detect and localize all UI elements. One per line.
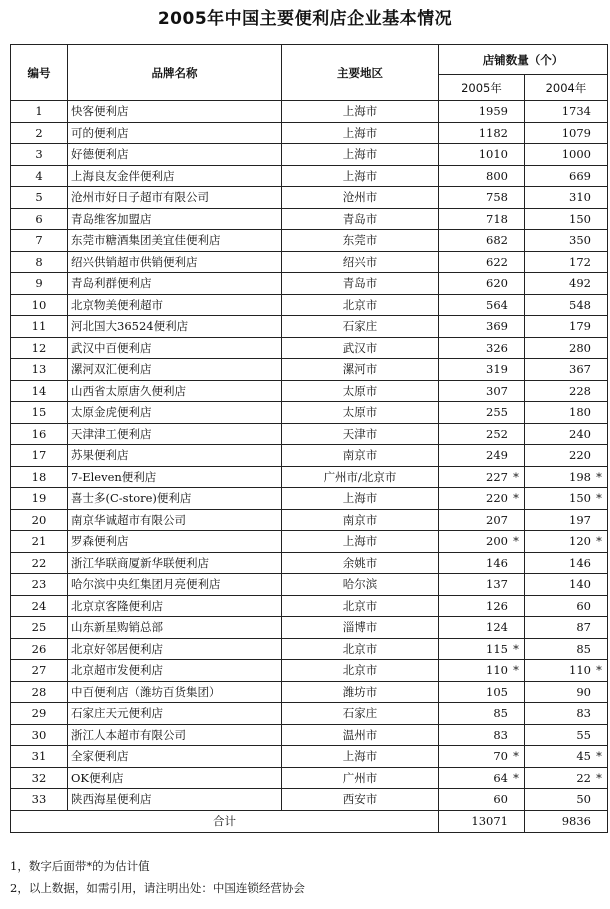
row-stores-2005 xyxy=(439,423,525,445)
row-id: 19 xyxy=(11,488,68,510)
row-region: 余姚市 xyxy=(282,552,439,574)
row-brand: 南京华诚超市有限公司 xyxy=(68,509,282,531)
row-stores-2005 xyxy=(439,724,525,746)
row-brand: 河北国大36524便利店 xyxy=(68,316,282,338)
row-id: 25 xyxy=(11,617,68,639)
row-region: 石家庄 xyxy=(282,316,439,338)
row-stores-2005 xyxy=(439,208,525,230)
row-stores-2004 xyxy=(525,380,608,402)
row-stores-2005-value: 249 xyxy=(486,448,508,463)
header-2004: 2004年 xyxy=(525,75,608,101)
row-brand: OK便利店 xyxy=(68,767,282,789)
row-stores-2005 xyxy=(439,316,525,338)
row-stores-2004 xyxy=(525,165,608,187)
row-stores-2004 xyxy=(525,423,608,445)
table-row xyxy=(11,574,608,596)
row-region: 上海市 xyxy=(282,101,439,123)
row-id: 4 xyxy=(11,165,68,187)
row-stores-2005 xyxy=(439,595,525,617)
row-region: 西安市 xyxy=(282,789,439,811)
row-stores-2004 xyxy=(525,251,608,273)
row-stores-2004-value: 669 xyxy=(569,168,591,183)
row-brand: 上海良友金伴便利店 xyxy=(68,165,282,187)
row-id: 1 xyxy=(11,101,68,123)
row-stores-2004 xyxy=(525,531,608,553)
row-stores-2005 xyxy=(439,660,525,682)
row-id: 26 xyxy=(11,638,68,660)
table-row xyxy=(11,251,608,273)
row-stores-2004-value: 120 xyxy=(569,534,591,549)
table-row xyxy=(11,552,608,574)
table-row xyxy=(11,165,608,187)
row-id: 30 xyxy=(11,724,68,746)
table-row xyxy=(11,294,608,316)
row-brand: 山西省太原唐久便利店 xyxy=(68,380,282,402)
row-brand: 北京京客隆便利店 xyxy=(68,595,282,617)
row-region: 武汉市 xyxy=(282,337,439,359)
row-stores-2005 xyxy=(439,617,525,639)
table-row xyxy=(11,402,608,424)
row-stores-2004 xyxy=(525,595,608,617)
estimate-mark: * xyxy=(513,770,519,785)
footnote-1: 1，数字后面带*的为估计值 xyxy=(10,859,150,873)
footnotes xyxy=(10,855,305,899)
row-brand: 青岛利群便利店 xyxy=(68,273,282,295)
row-brand: 快客便利店 xyxy=(68,101,282,123)
estimate-mark: * xyxy=(513,491,519,505)
row-id: 7 xyxy=(11,230,68,252)
row-stores-2004 xyxy=(525,316,608,338)
row-stores-2005-value: 800 xyxy=(486,168,508,183)
estimate-mark: * xyxy=(596,469,602,484)
row-id: 2 xyxy=(11,122,68,144)
total-2004-value: 9836 xyxy=(561,814,591,828)
row-stores-2004 xyxy=(525,724,608,746)
row-brand: 石家庄天元便利店 xyxy=(68,703,282,725)
row-stores-2004 xyxy=(525,789,608,811)
row-stores-2004 xyxy=(525,509,608,531)
page-title: 2005年中国主要便利店企业基本情况 xyxy=(157,9,453,29)
total-row xyxy=(11,810,608,832)
row-brand: 陕西海星便利店 xyxy=(68,789,282,811)
row-stores-2004 xyxy=(525,552,608,574)
row-stores-2005 xyxy=(439,359,525,381)
row-stores-2005-value: 146 xyxy=(486,555,508,570)
row-stores-2004 xyxy=(525,230,608,252)
row-stores-2004 xyxy=(525,294,608,316)
row-stores-2004 xyxy=(525,273,608,295)
row-stores-2004-value: 172 xyxy=(569,254,591,269)
row-brand: 浙江人本超市有限公司 xyxy=(68,724,282,746)
row-stores-2004 xyxy=(525,101,608,123)
row-id: 13 xyxy=(11,359,68,381)
row-stores-2005-value: 307 xyxy=(486,383,508,398)
row-region: 绍兴市 xyxy=(282,251,439,273)
row-brand: 青岛维客加盟店 xyxy=(68,208,282,230)
table-row xyxy=(11,187,608,209)
row-stores-2004 xyxy=(525,122,608,144)
row-stores-2005 xyxy=(439,488,525,510)
estimate-mark: * xyxy=(513,469,519,484)
header-2005: 2005年 xyxy=(439,75,525,101)
row-id: 9 xyxy=(11,273,68,295)
table-row xyxy=(11,595,608,617)
row-id: 16 xyxy=(11,423,68,445)
estimate-mark: * xyxy=(513,749,519,763)
row-stores-2005-value: 85 xyxy=(493,706,508,721)
row-brand: 苏果便利店 xyxy=(68,445,282,467)
row-stores-2004 xyxy=(525,767,608,789)
row-region: 温州市 xyxy=(282,724,439,746)
row-id: 17 xyxy=(11,445,68,467)
header-id: 编号 xyxy=(11,45,68,101)
row-stores-2005-value: 110 xyxy=(486,663,508,678)
estimate-mark: * xyxy=(596,749,602,763)
row-stores-2005-value: 137 xyxy=(486,577,508,592)
row-region: 上海市 xyxy=(282,122,439,144)
stores-table xyxy=(10,44,608,833)
row-stores-2004-value: 45 xyxy=(576,749,591,764)
row-brand: 山东新星购销总部 xyxy=(68,617,282,639)
row-stores-2005-value: 326 xyxy=(486,340,508,355)
row-stores-2004-value: 367 xyxy=(569,362,591,377)
row-stores-2005-value: 255 xyxy=(486,405,508,420)
table-row xyxy=(11,660,608,682)
row-stores-2004 xyxy=(525,660,608,682)
row-id: 12 xyxy=(11,337,68,359)
row-stores-2005-value: 369 xyxy=(486,319,508,334)
row-stores-2004-value: 350 xyxy=(569,233,591,248)
row-stores-2004-value: 50 xyxy=(576,792,591,807)
row-stores-2004 xyxy=(525,574,608,596)
row-stores-2004 xyxy=(525,638,608,660)
row-id: 21 xyxy=(11,531,68,553)
row-stores-2005-value: 105 xyxy=(486,684,508,699)
row-region: 上海市 xyxy=(282,488,439,510)
row-stores-2005-value: 124 xyxy=(486,620,508,635)
row-stores-2005 xyxy=(439,789,525,811)
row-id: 20 xyxy=(11,509,68,531)
row-brand: 中百便利店（潍坊百货集团） xyxy=(68,681,282,703)
row-stores-2005-value: 115 xyxy=(486,641,508,656)
row-region: 南京市 xyxy=(282,509,439,531)
estimate-mark: * xyxy=(596,770,602,785)
total-2005 xyxy=(439,810,525,832)
row-brand: 北京物美便利超市 xyxy=(68,294,282,316)
row-stores-2004-value: 85 xyxy=(576,641,591,656)
row-region: 潍坊市 xyxy=(282,681,439,703)
row-stores-2005 xyxy=(439,574,525,596)
row-stores-2004-value: 87 xyxy=(576,620,591,635)
row-stores-2004-value: 198 xyxy=(569,469,591,484)
row-id: 29 xyxy=(11,703,68,725)
row-stores-2004-value: 140 xyxy=(569,577,591,592)
table-row xyxy=(11,208,608,230)
row-stores-2004-value: 146 xyxy=(569,555,591,570)
row-stores-2004-value: 55 xyxy=(576,727,591,742)
row-id: 14 xyxy=(11,380,68,402)
row-stores-2005-value: 70 xyxy=(493,749,508,764)
row-stores-2005-value: 126 xyxy=(486,598,508,613)
row-stores-2004 xyxy=(525,402,608,424)
table-row xyxy=(11,423,608,445)
row-stores-2004-value: 90 xyxy=(576,684,591,699)
header-stores: 店铺数量（个） xyxy=(439,45,608,75)
row-stores-2005 xyxy=(439,337,525,359)
row-stores-2004-value: 240 xyxy=(569,426,591,441)
row-stores-2004 xyxy=(525,466,608,488)
row-stores-2005-value: 620 xyxy=(486,276,508,291)
row-stores-2005 xyxy=(439,767,525,789)
row-brand: 可的便利店 xyxy=(68,122,282,144)
table-row xyxy=(11,122,608,144)
row-stores-2004 xyxy=(525,681,608,703)
row-region: 东莞市 xyxy=(282,230,439,252)
total-label: 合计 xyxy=(11,810,439,832)
row-region: 淄博市 xyxy=(282,617,439,639)
row-stores-2005-value: 83 xyxy=(493,727,508,742)
row-id: 15 xyxy=(11,402,68,424)
row-stores-2004-value: 310 xyxy=(569,190,591,205)
row-region: 北京市 xyxy=(282,294,439,316)
table-row xyxy=(11,466,608,488)
row-stores-2004-value: 1079 xyxy=(561,125,591,140)
estimate-mark: * xyxy=(596,491,602,505)
row-stores-2005-value: 319 xyxy=(486,362,508,377)
row-region: 广州市/北京市 xyxy=(282,466,439,488)
row-id: 33 xyxy=(11,789,68,811)
row-stores-2004-value: 1734 xyxy=(561,104,591,119)
row-stores-2004-value: 110 xyxy=(569,663,591,678)
header-region: 主要地区 xyxy=(282,45,439,101)
row-stores-2005 xyxy=(439,445,525,467)
table-row xyxy=(11,789,608,811)
row-stores-2005-value: 622 xyxy=(486,254,508,269)
row-stores-2005 xyxy=(439,746,525,768)
row-stores-2004 xyxy=(525,445,608,467)
row-stores-2004-value: 280 xyxy=(569,340,591,355)
row-stores-2005 xyxy=(439,466,525,488)
row-stores-2004 xyxy=(525,208,608,230)
row-brand: 北京好邻居便利店 xyxy=(68,638,282,660)
row-stores-2005 xyxy=(439,380,525,402)
row-stores-2004-value: 1000 xyxy=(561,147,591,162)
row-brand: 天津津工便利店 xyxy=(68,423,282,445)
row-region: 沧州市 xyxy=(282,187,439,209)
row-id: 28 xyxy=(11,681,68,703)
row-region: 上海市 xyxy=(282,746,439,768)
row-stores-2004 xyxy=(525,488,608,510)
footnote-2: 2，以上数据，如需引用，请注明出处：中国连锁经营协会 xyxy=(10,881,305,895)
table-row xyxy=(11,617,608,639)
row-stores-2005 xyxy=(439,230,525,252)
row-stores-2004-value: 548 xyxy=(569,297,591,312)
row-stores-2004-value: 492 xyxy=(569,276,591,291)
row-brand: 好德便利店 xyxy=(68,144,282,166)
row-stores-2005 xyxy=(439,638,525,660)
row-stores-2004-value: 150 xyxy=(569,491,591,506)
row-stores-2004 xyxy=(525,746,608,768)
row-id: 8 xyxy=(11,251,68,273)
row-brand: 武汉中百便利店 xyxy=(68,337,282,359)
row-stores-2005-value: 60 xyxy=(493,792,508,807)
table-row xyxy=(11,144,608,166)
table-row xyxy=(11,337,608,359)
row-stores-2004 xyxy=(525,617,608,639)
row-region: 北京市 xyxy=(282,660,439,682)
row-stores-2004-value: 197 xyxy=(569,512,591,527)
table-row xyxy=(11,746,608,768)
row-stores-2005-value: 682 xyxy=(486,233,508,248)
row-id: 6 xyxy=(11,208,68,230)
row-id: 5 xyxy=(11,187,68,209)
row-stores-2004 xyxy=(525,337,608,359)
row-id: 24 xyxy=(11,595,68,617)
row-region: 北京市 xyxy=(282,595,439,617)
row-stores-2005 xyxy=(439,101,525,123)
row-stores-2005-value: 1010 xyxy=(478,147,508,162)
row-stores-2004-value: 179 xyxy=(569,319,591,334)
estimate-mark: * xyxy=(513,663,519,677)
row-stores-2004-value: 150 xyxy=(569,211,591,226)
row-stores-2005 xyxy=(439,681,525,703)
row-id: 10 xyxy=(11,294,68,316)
table-row xyxy=(11,767,608,789)
row-stores-2005 xyxy=(439,509,525,531)
row-brand: 沧州市好日子超市有限公司 xyxy=(68,187,282,209)
row-stores-2005-value: 252 xyxy=(486,426,508,441)
total-2005-value: 13071 xyxy=(471,814,508,828)
row-region: 广州市 xyxy=(282,767,439,789)
row-stores-2005-value: 1182 xyxy=(478,125,508,140)
row-stores-2005 xyxy=(439,165,525,187)
row-id: 27 xyxy=(11,660,68,682)
row-stores-2004 xyxy=(525,144,608,166)
row-id: 32 xyxy=(11,767,68,789)
row-stores-2004 xyxy=(525,359,608,381)
header-brand: 品牌名称 xyxy=(68,45,282,101)
row-stores-2004-value: 83 xyxy=(576,706,591,721)
row-stores-2005 xyxy=(439,531,525,553)
row-stores-2005-value: 758 xyxy=(486,190,508,205)
row-brand: 哈尔滨中央红集团月亮便利店 xyxy=(68,574,282,596)
row-stores-2005 xyxy=(439,294,525,316)
row-stores-2005-value: 1959 xyxy=(478,104,508,119)
row-stores-2005-value: 564 xyxy=(486,297,508,312)
row-stores-2004 xyxy=(525,187,608,209)
row-region: 上海市 xyxy=(282,144,439,166)
row-brand: 全家便利店 xyxy=(68,746,282,768)
row-brand: 东莞市糖酒集团美宜佳便利店 xyxy=(68,230,282,252)
row-brand: 北京超市发便利店 xyxy=(68,660,282,682)
row-region: 青岛市 xyxy=(282,273,439,295)
estimate-mark: * xyxy=(513,534,519,548)
estimate-mark: * xyxy=(596,663,602,677)
row-brand: 喜士多(C-store)便利店 xyxy=(68,488,282,510)
row-stores-2005-value: 207 xyxy=(486,512,508,527)
row-stores-2004-value: 22 xyxy=(576,770,591,785)
row-stores-2005 xyxy=(439,187,525,209)
row-brand: 绍兴供销超市供销便利店 xyxy=(68,251,282,273)
row-region: 上海市 xyxy=(282,165,439,187)
row-id: 23 xyxy=(11,574,68,596)
row-stores-2005 xyxy=(439,122,525,144)
table-row xyxy=(11,703,608,725)
row-region: 哈尔滨 xyxy=(282,574,439,596)
row-stores-2004-value: 60 xyxy=(576,598,591,613)
row-region: 漯河市 xyxy=(282,359,439,381)
row-brand: 罗森便利店 xyxy=(68,531,282,553)
row-stores-2005 xyxy=(439,251,525,273)
row-brand: 漯河双汇便利店 xyxy=(68,359,282,381)
row-region: 南京市 xyxy=(282,445,439,467)
estimate-mark: * xyxy=(596,534,602,548)
row-stores-2004 xyxy=(525,703,608,725)
row-stores-2005 xyxy=(439,273,525,295)
row-id: 22 xyxy=(11,552,68,574)
row-stores-2005-value: 64 xyxy=(493,770,508,785)
table-row xyxy=(11,380,608,402)
row-stores-2004-value: 220 xyxy=(569,448,591,463)
table-row xyxy=(11,359,608,381)
row-stores-2005-value: 220 xyxy=(486,491,508,506)
row-stores-2005 xyxy=(439,552,525,574)
table-row xyxy=(11,638,608,660)
row-id: 3 xyxy=(11,144,68,166)
table-row xyxy=(11,230,608,252)
row-region: 石家庄 xyxy=(282,703,439,725)
table-row xyxy=(11,316,608,338)
table-row xyxy=(11,101,608,123)
total-2004 xyxy=(525,810,608,832)
row-stores-2005 xyxy=(439,144,525,166)
row-brand: 7-Eleven便利店 xyxy=(68,466,282,488)
row-region: 北京市 xyxy=(282,638,439,660)
table-row xyxy=(11,681,608,703)
row-region: 天津市 xyxy=(282,423,439,445)
row-id: 18 xyxy=(11,466,68,488)
row-stores-2004-value: 228 xyxy=(569,383,591,398)
row-region: 太原市 xyxy=(282,380,439,402)
row-stores-2005-value: 718 xyxy=(486,211,508,226)
table-row xyxy=(11,509,608,531)
row-region: 太原市 xyxy=(282,402,439,424)
row-brand: 太原金虎便利店 xyxy=(68,402,282,424)
table-row xyxy=(11,724,608,746)
table-row xyxy=(11,531,608,553)
row-stores-2005-value: 227 xyxy=(486,469,508,484)
table-row xyxy=(11,273,608,295)
table-row xyxy=(11,488,608,510)
row-region: 青岛市 xyxy=(282,208,439,230)
row-brand: 浙江华联商厦新华联便利店 xyxy=(68,552,282,574)
row-stores-2004-value: 180 xyxy=(569,405,591,420)
row-stores-2005 xyxy=(439,703,525,725)
row-region: 上海市 xyxy=(282,531,439,553)
row-id: 11 xyxy=(11,316,68,338)
row-stores-2005 xyxy=(439,402,525,424)
row-id: 31 xyxy=(11,746,68,768)
table-row xyxy=(11,445,608,467)
estimate-mark: * xyxy=(513,641,519,656)
row-stores-2005-value: 200 xyxy=(486,534,508,549)
